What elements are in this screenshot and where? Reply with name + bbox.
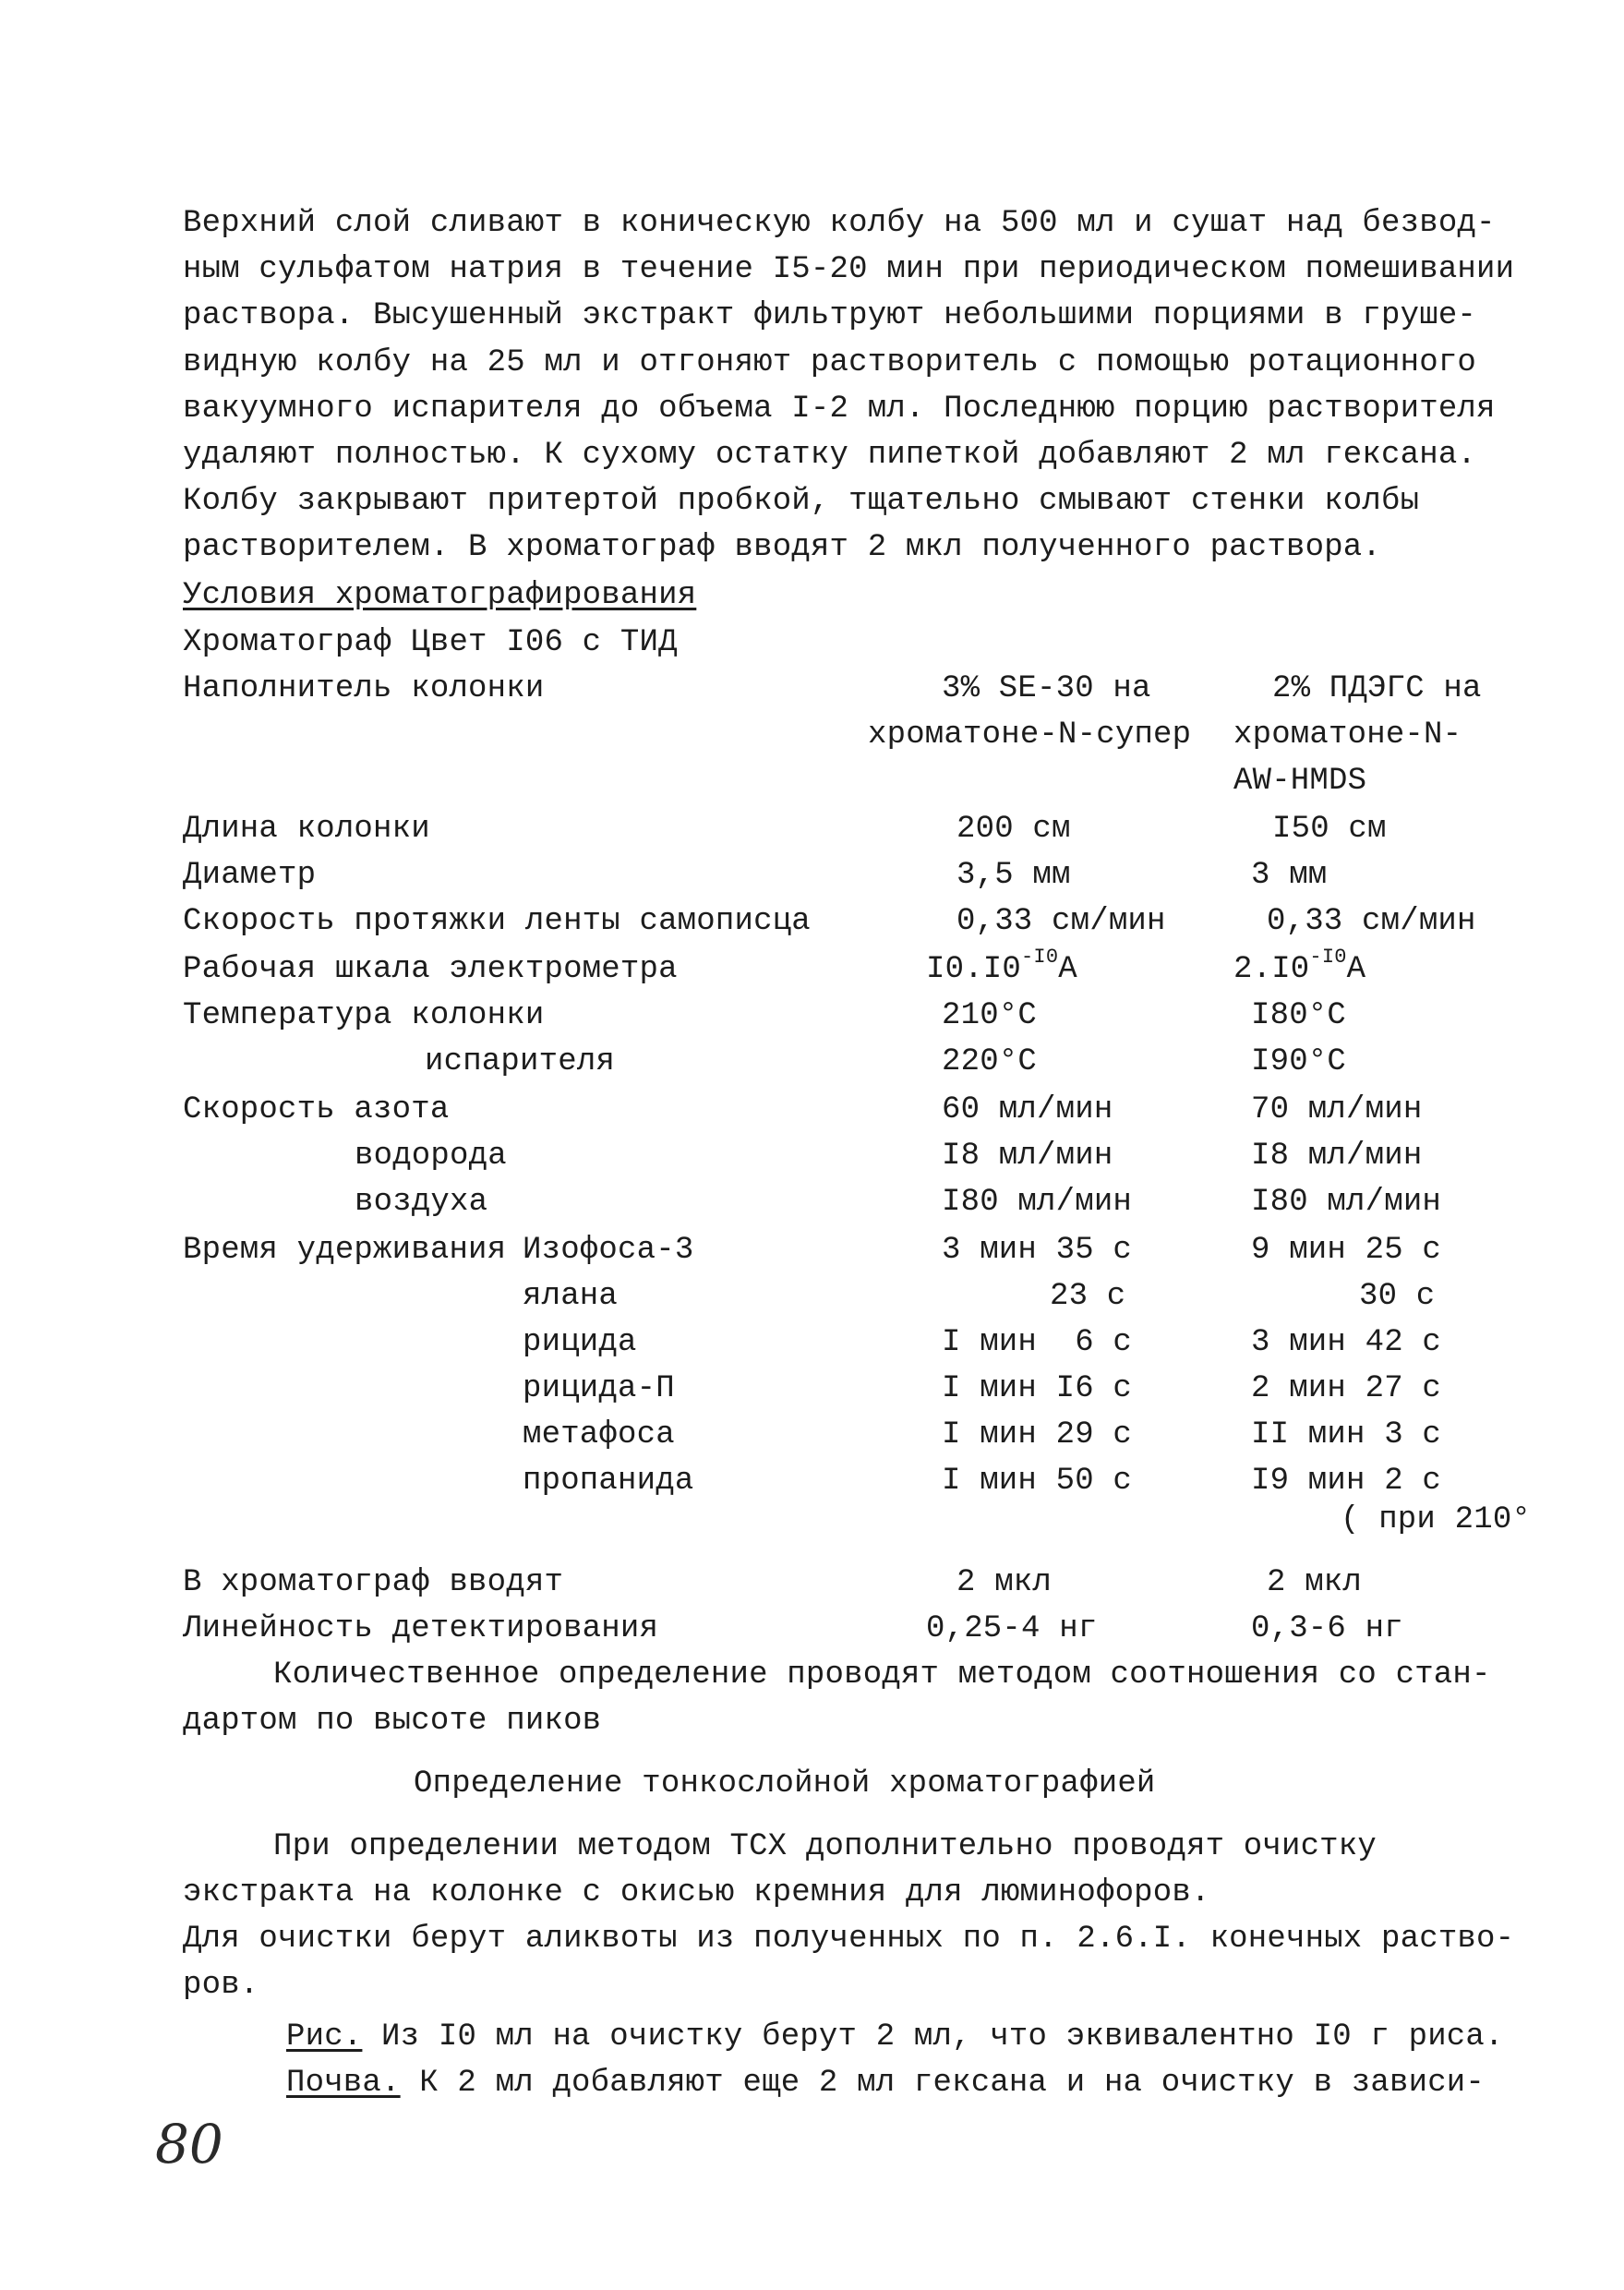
param-value-col2: I90°C (1251, 1044, 1347, 1079)
param-label: Температура колонки (183, 998, 545, 1033)
page-number: 80 (155, 2113, 223, 2176)
retention-value-col1: I мин 29 с (942, 1417, 1133, 1452)
intro-line: видную колбу на 25 мл и отгоняют растворитель с помощью ротационного (183, 345, 1477, 380)
scale-unit: A (1346, 952, 1366, 987)
param-value-col1: I80 мл/мин (942, 1185, 1133, 1220)
retention-value-col2: 30 с (1359, 1279, 1436, 1314)
param-value-col2: I80 мл/мин (1251, 1185, 1442, 1220)
retention-value-col1: 3 мин 35 с (942, 1233, 1133, 1268)
linearity-value-col2: 0,3-6 нг (1251, 1611, 1403, 1646)
retention-value-col2: 2 мин 27 с (1251, 1371, 1442, 1406)
quant-line: Количественное определение проводят методом соотношения со стан- (273, 1657, 1491, 1693)
param-label: Скорость протяжки ленты самописца (183, 904, 811, 939)
retention-value-col1: I мин 6 с (942, 1325, 1133, 1360)
chromatograph-line: Хроматограф Цвет I06 с ТИД (183, 625, 678, 660)
param-value-col2: 70 мл/мин (1251, 1092, 1423, 1127)
retention-compound: рицида-П (523, 1371, 675, 1406)
retention-value-col2: 9 мин 25 с (1251, 1233, 1442, 1268)
soil-label: Почва. (286, 2066, 401, 2101)
tlc-line: Для очистки берут аликвоты из полученных по п. 2.6.I. конечных раство- (183, 1922, 1515, 1957)
injection-label: В хроматограф вводят (183, 1565, 564, 1600)
intro-line: раствора. Высушенный экстракт фильтруют небольшими порциями в груше- (183, 298, 1477, 333)
soil-text: К 2 мл добавляют еще 2 мл гексана и на очистку в зависи- (400, 2066, 1486, 2101)
param-label: воздуха (355, 1185, 488, 1220)
param-value-col2: I8 мл/мин (1251, 1139, 1423, 1174)
rice-text: Из I0 мл на очистку берут 2 мл, что эквивалентно I0 г риса. (362, 2019, 1504, 2055)
rice-paragraph (286, 2019, 1504, 2055)
injection-value-col2: 2 мкл (1267, 1565, 1363, 1600)
linearity-value-col1: 0,25-4 нг (926, 1611, 1098, 1646)
retention-value-col2: I9 мин 2 с (1251, 1464, 1442, 1499)
tlc-line: ров. (183, 1968, 259, 2003)
param-label: Длина колонки (183, 812, 430, 847)
retention-compound: метафоса (523, 1417, 675, 1452)
filler-col2-line: AW-HMDS (1233, 764, 1367, 799)
retention-value-col2: II мин 3 с (1251, 1417, 1442, 1452)
scale-base: I0.I0 (926, 952, 1022, 987)
filler-label: Наполнитель колонки (183, 671, 545, 706)
param-value-col1: 200 см (956, 812, 1071, 847)
tlc-line: экстракта на колонке с окисью кремния для люминофоров. (183, 1875, 1210, 1910)
linearity-label: Линейность детектирования (183, 1611, 659, 1646)
intro-line: ным сульфатом натрия в течение I5-20 мин при периодическом помешивании (183, 252, 1515, 287)
filler-col2-line: 2% ПДЭГС на (1272, 671, 1482, 706)
rice-label: Рис. (286, 2019, 363, 2055)
retention-label: Время удерживания (183, 1233, 507, 1268)
intro-line: Верхний слой сливают в коническую колбу на 500 мл и сушат над безвод- (183, 206, 1496, 241)
intro-line: вакуумного испарителя до объема I-2 мл. Последнюю порцию растворителя (183, 392, 1496, 427)
param-value-col2: 0,33 см/мин (1267, 904, 1476, 939)
param-value-col1: 3,5 мм (956, 858, 1071, 893)
retention-value-col2: 3 мин 42 с (1251, 1325, 1442, 1360)
param-label: Скорость азота (183, 1092, 450, 1127)
retention-note: ( при 210° (1341, 1502, 1532, 1537)
param-value-col2: I80°C (1251, 998, 1347, 1033)
filler-col2-line: хроматоне-N- (1233, 717, 1462, 753)
conditions-heading: Условия хроматографирования (183, 578, 697, 613)
intro-line: Колбу закрывают притертой пробкой, тщательно смывают стенки колбы (183, 484, 1420, 519)
param-value-col2 (1233, 945, 1366, 988)
filler-col1-line: хроматоне-N-супер (868, 717, 1192, 753)
scale-base: 2.I0 (1233, 952, 1310, 987)
param-value-col1: 0,33 см/мин (956, 904, 1166, 939)
retention-value-col1: 23 с (1050, 1279, 1126, 1314)
injection-value-col1: 2 мкл (956, 1565, 1053, 1600)
retention-value-col1: I мин I6 с (942, 1371, 1133, 1406)
soil-paragraph (286, 2065, 1485, 2102)
param-value-col2: I50 см (1272, 812, 1387, 847)
retention-value-col1: I мин 50 с (942, 1464, 1133, 1499)
param-value-col1 (926, 945, 1077, 988)
tlc-line: При определении методом ТСХ дополнительно проводят очистку (273, 1829, 1377, 1864)
param-label: испарителя (425, 1044, 616, 1079)
param-label: водорода (355, 1139, 507, 1174)
scale-exponent: -I0 (1309, 945, 1347, 969)
retention-compound: пропанида (523, 1464, 694, 1499)
param-value-col1: I8 мл/мин (942, 1139, 1113, 1174)
param-value-col1: 220°C (942, 1044, 1038, 1079)
param-label: Рабочая шкала электрометра (183, 952, 678, 987)
retention-compound: ялана (523, 1279, 619, 1314)
param-value-col2: 3 мм (1251, 858, 1328, 893)
retention-compound: Изофоса-3 (523, 1233, 694, 1268)
param-value-col1: 210°C (942, 998, 1038, 1033)
tlc-heading: Определение тонкослойной хроматографией (414, 1766, 1156, 1802)
param-value-col1: 60 мл/мин (942, 1092, 1113, 1127)
param-label: Диаметр (183, 858, 317, 893)
quant-line: дартом по высоте пиков (183, 1704, 602, 1739)
intro-line: удаляют полностью. К сухому остатку пипеткой добавляют 2 мл гексана. (183, 438, 1477, 473)
intro-line: растворителем. В хроматограф вводят 2 мкл полученного раствора. (183, 530, 1382, 565)
filler-col1-line: 3% SE-30 на (942, 671, 1151, 706)
scale-unit: A (1058, 952, 1077, 987)
retention-compound: рицида (523, 1325, 637, 1360)
scale-exponent: -I0 (1021, 945, 1059, 969)
